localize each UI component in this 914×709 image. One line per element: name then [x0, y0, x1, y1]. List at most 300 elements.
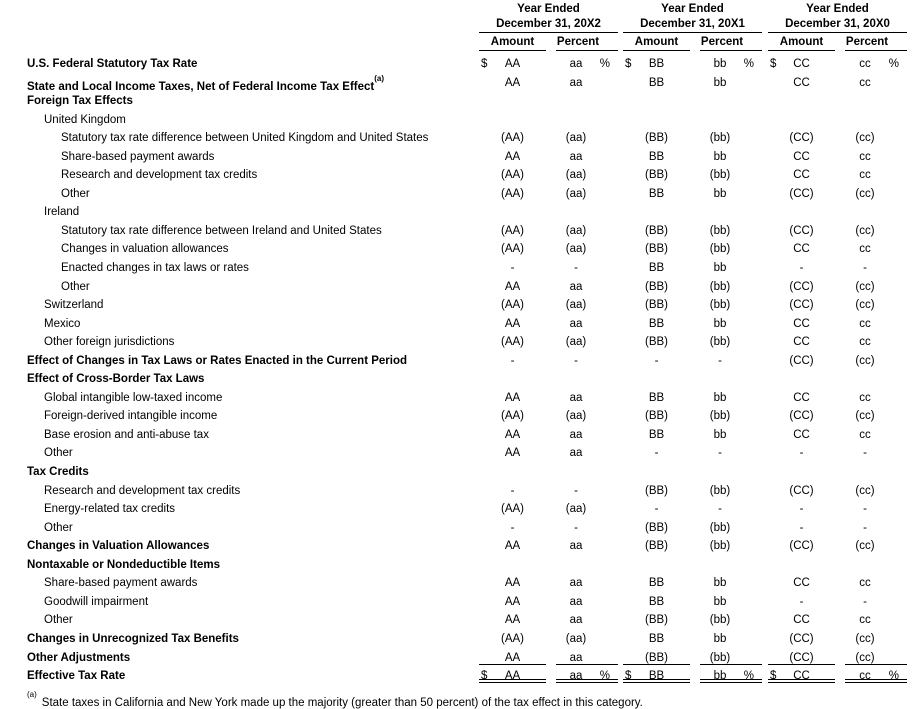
- table-header: [0, 2, 914, 51]
- column-gap: [546, 296, 556, 312]
- percent-value: aa: [569, 150, 583, 163]
- amount-cell: [623, 537, 690, 553]
- footnote-text: State taxes in California and New York made up the majority (greater than 50 percent) of the tax effect in this category.: [41, 696, 643, 709]
- column-gap: [546, 55, 556, 71]
- percent-value: aa: [569, 428, 583, 441]
- row-label: [0, 519, 479, 538]
- table-row: [0, 519, 914, 538]
- percent-cell: [700, 92, 762, 108]
- percent-value: aa: [569, 614, 583, 627]
- percent-symbol: %: [743, 670, 754, 683]
- row-label-text: Goodwill impairment: [44, 595, 149, 608]
- amount-value: (CC): [789, 410, 814, 423]
- column-gap: [546, 240, 556, 256]
- percent-value: cc: [859, 169, 871, 182]
- year-group-cells: [479, 92, 618, 108]
- column-gap: [835, 74, 845, 90]
- row-label-text: Foreign-derived intangible income: [44, 410, 218, 423]
- column-gap: [546, 74, 556, 90]
- amount-value: -: [510, 484, 515, 497]
- amount-cell: [623, 166, 690, 182]
- year-group-cells: [768, 333, 907, 349]
- amount-cell: [768, 55, 835, 71]
- amount-cell: [479, 426, 546, 442]
- table-row: [0, 55, 914, 74]
- percent-symbol: %: [888, 670, 899, 683]
- amount-cell: [623, 482, 690, 498]
- year-group-cells: [479, 259, 618, 275]
- percent-value: cc: [859, 317, 871, 330]
- row-label: [0, 166, 479, 185]
- table-row: [0, 315, 914, 334]
- column-gap: [546, 630, 556, 646]
- year-group-cells: [479, 111, 618, 127]
- year-group-cells: [479, 630, 618, 646]
- percent-value: -: [718, 354, 722, 367]
- row-label-text: Changes in Valuation Allowances: [27, 540, 210, 553]
- row-label: [0, 352, 479, 371]
- percent-value: -: [574, 262, 578, 275]
- table-row: [0, 630, 914, 649]
- percent-cell: [556, 129, 618, 145]
- row-label-text: Energy-related tax credits: [44, 503, 176, 516]
- percent-value: aa: [569, 76, 583, 89]
- year-group-cells: [479, 649, 618, 665]
- year-group-cells: [623, 593, 762, 609]
- amount-column-header: Amount: [623, 36, 690, 51]
- year-group-cells: [768, 148, 907, 164]
- column-gap: [835, 352, 845, 368]
- amount-cell: [623, 129, 690, 145]
- table-row: [0, 185, 914, 204]
- column-gap: [546, 389, 556, 405]
- column-gap: [690, 111, 700, 127]
- column-gap: [546, 463, 556, 479]
- year-group-cells: [479, 556, 618, 572]
- percent-cell: [556, 352, 618, 368]
- amount-cell: [768, 278, 835, 294]
- percent-value: (bb): [709, 484, 731, 497]
- percent-cell: [700, 166, 762, 182]
- amount-cell: [479, 556, 546, 572]
- amount-cell: [479, 407, 546, 423]
- amount-value: AA: [504, 428, 521, 441]
- amount-cell: [768, 352, 835, 368]
- percent-value: aa: [569, 317, 583, 330]
- percent-cell: [700, 315, 762, 331]
- percent-symbol: %: [599, 670, 610, 683]
- amount-cell: [623, 203, 690, 219]
- column-gap: [835, 315, 845, 331]
- amount-cell: [768, 111, 835, 127]
- percent-cell: [556, 74, 618, 90]
- amount-cell: [623, 630, 690, 646]
- year-group-cells: [479, 574, 618, 590]
- amount-value: (BB): [645, 224, 668, 237]
- column-gap: [690, 667, 700, 683]
- row-label-text: Other foreign jurisdictions: [44, 336, 175, 349]
- year-group-cells: [479, 203, 618, 219]
- percent-value: (bb): [709, 521, 731, 534]
- percent-value: (bb): [709, 540, 731, 553]
- year-group-cells: [623, 370, 762, 386]
- column-gap: [690, 185, 700, 201]
- column-gap: [690, 129, 700, 145]
- percent-value: (aa): [565, 132, 587, 145]
- percent-value: aa: [569, 670, 583, 683]
- amount-cell: [768, 444, 835, 460]
- amount-value: (BB): [645, 132, 668, 145]
- row-label-text: United Kingdom: [44, 113, 126, 126]
- amount-value: (CC): [789, 540, 814, 553]
- row-label-text: Effect of Cross-Border Tax Laws: [27, 373, 205, 386]
- column-gap: [835, 296, 845, 312]
- row-label: [0, 389, 479, 408]
- amount-value: BB: [648, 632, 665, 645]
- amount-value: BB: [648, 577, 665, 590]
- row-label-text: Other: [61, 280, 90, 293]
- percent-cell: [556, 315, 618, 331]
- percent-value: bb: [713, 76, 727, 89]
- row-label: [0, 500, 479, 519]
- year-group-cells: [768, 463, 907, 479]
- table-row: [0, 482, 914, 501]
- year-group-cells: [768, 185, 907, 201]
- percent-value: aa: [569, 280, 583, 293]
- year-group-cells: [768, 370, 907, 386]
- amount-cell: [768, 166, 835, 182]
- column-gap: [835, 407, 845, 423]
- amount-cell: [768, 482, 835, 498]
- percent-value: (cc): [855, 187, 875, 200]
- percent-value: aa: [569, 577, 583, 590]
- percent-value: -: [863, 503, 867, 516]
- row-label: [0, 649, 479, 668]
- column-gap: [546, 36, 556, 51]
- percent-value: (cc): [855, 632, 875, 645]
- percent-cell: [556, 278, 618, 294]
- period-date-label: December 31, 20X1: [623, 18, 762, 33]
- year-group-cells: [768, 259, 907, 275]
- column-gap: [690, 74, 700, 90]
- column-gap: [546, 315, 556, 331]
- column-gap: [835, 630, 845, 646]
- amount-value: AA: [504, 280, 521, 293]
- row-label-text: Research and development tax credits: [61, 169, 258, 182]
- row-label-text: Base erosion and anti-abuse tax: [44, 428, 209, 441]
- percent-cell: [556, 333, 618, 349]
- percent-cell: [700, 370, 762, 386]
- percent-value: -: [863, 521, 867, 534]
- amount-cell: [768, 537, 835, 553]
- percent-value: bb: [713, 428, 727, 441]
- amount-value: (BB): [645, 410, 668, 423]
- percent-value: cc: [859, 614, 871, 627]
- table-row: [0, 203, 914, 222]
- amount-value: -: [799, 262, 804, 275]
- year-group-cells: [479, 519, 618, 535]
- year-group-cells: [623, 333, 762, 349]
- percent-value: cc: [859, 577, 871, 590]
- column-gap: [690, 556, 700, 572]
- row-label: [0, 463, 479, 482]
- year-group-cells: [768, 111, 907, 127]
- year-group-cells: [768, 166, 907, 182]
- column-gap: [835, 500, 845, 516]
- year-group-cells: [623, 519, 762, 535]
- column-gap: [835, 185, 845, 201]
- column-gap: [835, 148, 845, 164]
- amount-value: (CC): [789, 354, 814, 367]
- year-group-cells: [479, 55, 618, 71]
- year-group-cells: [768, 649, 907, 665]
- column-gap: [546, 222, 556, 238]
- percent-cell: [700, 203, 762, 219]
- amount-value: (AA): [501, 243, 524, 256]
- percent-cell: [845, 92, 907, 108]
- percent-cell: [845, 259, 907, 275]
- year-group-cells: [479, 315, 618, 331]
- dollar-symbol: $: [625, 670, 632, 683]
- year-group-cells: [623, 574, 762, 590]
- year-group-cells: [623, 649, 762, 665]
- column-gap: [546, 278, 556, 294]
- column-gap: [835, 649, 845, 665]
- percent-cell: [700, 333, 762, 349]
- percent-cell: [556, 55, 618, 71]
- percent-value: (cc): [855, 484, 875, 497]
- footnote-marker: (a): [27, 689, 37, 699]
- year-group-cells: [623, 500, 762, 516]
- percent-cell: [845, 352, 907, 368]
- amount-cell: [479, 611, 546, 627]
- amount-cell: [768, 333, 835, 349]
- percent-value: bb: [713, 391, 727, 404]
- amount-cell: [623, 667, 690, 683]
- column-gap: [690, 389, 700, 405]
- column-gap: [690, 649, 700, 665]
- amount-value: CC: [793, 243, 810, 256]
- percent-value: bb: [713, 150, 727, 163]
- amount-value: BB: [648, 428, 665, 441]
- amount-cell: [623, 500, 690, 516]
- percent-value: cc: [859, 336, 871, 349]
- amount-cell: [623, 574, 690, 590]
- amount-cell: [623, 593, 690, 609]
- column-gap: [835, 36, 845, 51]
- year-group-cells: [623, 315, 762, 331]
- percent-value: (cc): [855, 354, 875, 367]
- percent-column-header: Percent: [556, 36, 618, 51]
- amount-cell: [479, 649, 546, 665]
- percent-cell: [556, 463, 618, 479]
- year-group-cells: [623, 129, 762, 145]
- percent-cell: [700, 611, 762, 627]
- year-group-cells: [623, 203, 762, 219]
- amount-value: (CC): [789, 132, 814, 145]
- amount-cell: [768, 611, 835, 627]
- amount-cell: [479, 352, 546, 368]
- amount-cell: [768, 203, 835, 219]
- percent-value: (aa): [565, 410, 587, 423]
- column-gap: [546, 444, 556, 460]
- amount-cell: [623, 296, 690, 312]
- year-group-cells: [623, 278, 762, 294]
- percent-cell: [556, 240, 618, 256]
- percent-value: (bb): [709, 614, 731, 627]
- amount-cell: [768, 574, 835, 590]
- percent-value: bb: [713, 577, 727, 590]
- percent-cell: [700, 278, 762, 294]
- table-row: [0, 129, 914, 148]
- year-group-cells: [768, 296, 907, 312]
- row-label-text: Enacted changes in tax laws or rates: [61, 262, 249, 275]
- amount-cell: [479, 55, 546, 71]
- percent-cell: [845, 222, 907, 238]
- row-label: [0, 630, 479, 649]
- percent-cell: [845, 148, 907, 164]
- year-group-cells: [768, 500, 907, 516]
- year-group-cells: [623, 426, 762, 442]
- amount-value: AA: [504, 150, 521, 163]
- amount-value: (AA): [501, 299, 524, 312]
- row-label-text: Other: [44, 521, 73, 534]
- year-group-cells: [479, 148, 618, 164]
- amount-cell: [479, 500, 546, 516]
- amount-value: BB: [648, 187, 665, 200]
- percent-value: cc: [859, 76, 871, 89]
- amount-cell: [768, 519, 835, 535]
- percent-cell: [845, 463, 907, 479]
- amount-cell: [768, 407, 835, 423]
- column-gap: [546, 500, 556, 516]
- table-body: [0, 55, 914, 686]
- percent-cell: [700, 129, 762, 145]
- column-gap: [690, 426, 700, 442]
- amount-value: (CC): [789, 299, 814, 312]
- percent-cell: [556, 426, 618, 442]
- percent-cell: [845, 500, 907, 516]
- amount-value: (AA): [501, 187, 524, 200]
- amount-value: -: [799, 521, 804, 534]
- amount-value: CC: [793, 670, 810, 683]
- percent-cell: [700, 352, 762, 368]
- row-label: [0, 185, 479, 204]
- percent-value: (cc): [855, 651, 875, 664]
- percent-value: (aa): [565, 503, 587, 516]
- row-label-text: Changes in Unrecognized Tax Benefits: [27, 632, 239, 645]
- percent-value: aa: [569, 540, 583, 553]
- percent-cell: [556, 611, 618, 627]
- amount-cell: [479, 74, 546, 90]
- dollar-symbol: $: [770, 670, 777, 683]
- table-row: [0, 649, 914, 668]
- amount-value: (BB): [645, 169, 668, 182]
- column-gap: [690, 166, 700, 182]
- year-group-cells: [623, 185, 762, 201]
- row-label: [0, 333, 479, 352]
- year-group-cells: [479, 667, 618, 683]
- percent-value: -: [574, 521, 578, 534]
- amount-cell: [768, 370, 835, 386]
- year-group-cells: [768, 389, 907, 405]
- amount-cell: [623, 333, 690, 349]
- amount-cell: [623, 111, 690, 127]
- amount-value: (BB): [645, 336, 668, 349]
- amount-cell: [623, 463, 690, 479]
- row-label: [0, 278, 479, 297]
- amount-cell: [768, 296, 835, 312]
- year-group-cells: [623, 667, 762, 683]
- row-label-text: Other: [44, 614, 73, 627]
- column-gap: [835, 333, 845, 349]
- percent-value: bb: [713, 317, 727, 330]
- amount-cell: [479, 259, 546, 275]
- year-group-cells: [623, 352, 762, 368]
- year-group-cells: [768, 222, 907, 238]
- year-ended-label: Year Ended: [806, 3, 869, 15]
- percent-cell: [556, 574, 618, 590]
- row-label: [0, 556, 479, 575]
- amount-value: (CC): [789, 484, 814, 497]
- amount-value: (CC): [789, 651, 814, 664]
- percent-value: (bb): [709, 336, 731, 349]
- column-gap: [690, 315, 700, 331]
- amount-value: (BB): [645, 614, 668, 627]
- table-row: [0, 148, 914, 167]
- period-date-label: December 31, 20X0: [768, 18, 907, 33]
- amount-value: AA: [504, 391, 521, 404]
- row-label-text: Effective Tax Rate: [27, 670, 126, 683]
- column-gap: [690, 593, 700, 609]
- column-gap: [835, 203, 845, 219]
- column-gap: [835, 463, 845, 479]
- amount-value: BB: [648, 262, 665, 275]
- year-group-cells: [768, 240, 907, 256]
- percent-cell: [556, 407, 618, 423]
- row-label: [0, 55, 479, 74]
- row-label-text: Changes in valuation allowances: [61, 243, 229, 256]
- percent-value: cc: [859, 58, 871, 70]
- column-gap: [546, 426, 556, 442]
- column-gap: [546, 574, 556, 590]
- year-group-cells: [768, 611, 907, 627]
- column-gap: [546, 667, 556, 683]
- percent-cell: [845, 593, 907, 609]
- row-label-text: Effect of Changes in Tax Laws or Rates Enacted in the Current Period: [27, 354, 407, 367]
- column-gap: [546, 370, 556, 386]
- row-label: [0, 537, 479, 556]
- column-gap: [690, 203, 700, 219]
- year-group-cells: [479, 129, 618, 145]
- year-group-cells: [479, 444, 618, 460]
- row-label-text: Global intangible low-taxed income: [44, 391, 223, 404]
- percent-cell: [556, 92, 618, 108]
- row-label: [0, 593, 479, 612]
- period-date-header-row: [0, 18, 914, 33]
- year-group-cells: [768, 203, 907, 219]
- year-group-cells: [623, 296, 762, 312]
- percent-value: -: [863, 262, 867, 275]
- amount-cell: [768, 129, 835, 145]
- year-ended-label: Year Ended: [661, 3, 724, 15]
- amount-cell: [479, 593, 546, 609]
- amount-value: CC: [793, 428, 810, 441]
- column-gap: [690, 500, 700, 516]
- table-row: [0, 352, 914, 371]
- amount-value: AA: [504, 76, 521, 89]
- year-group-subheader: [479, 36, 618, 51]
